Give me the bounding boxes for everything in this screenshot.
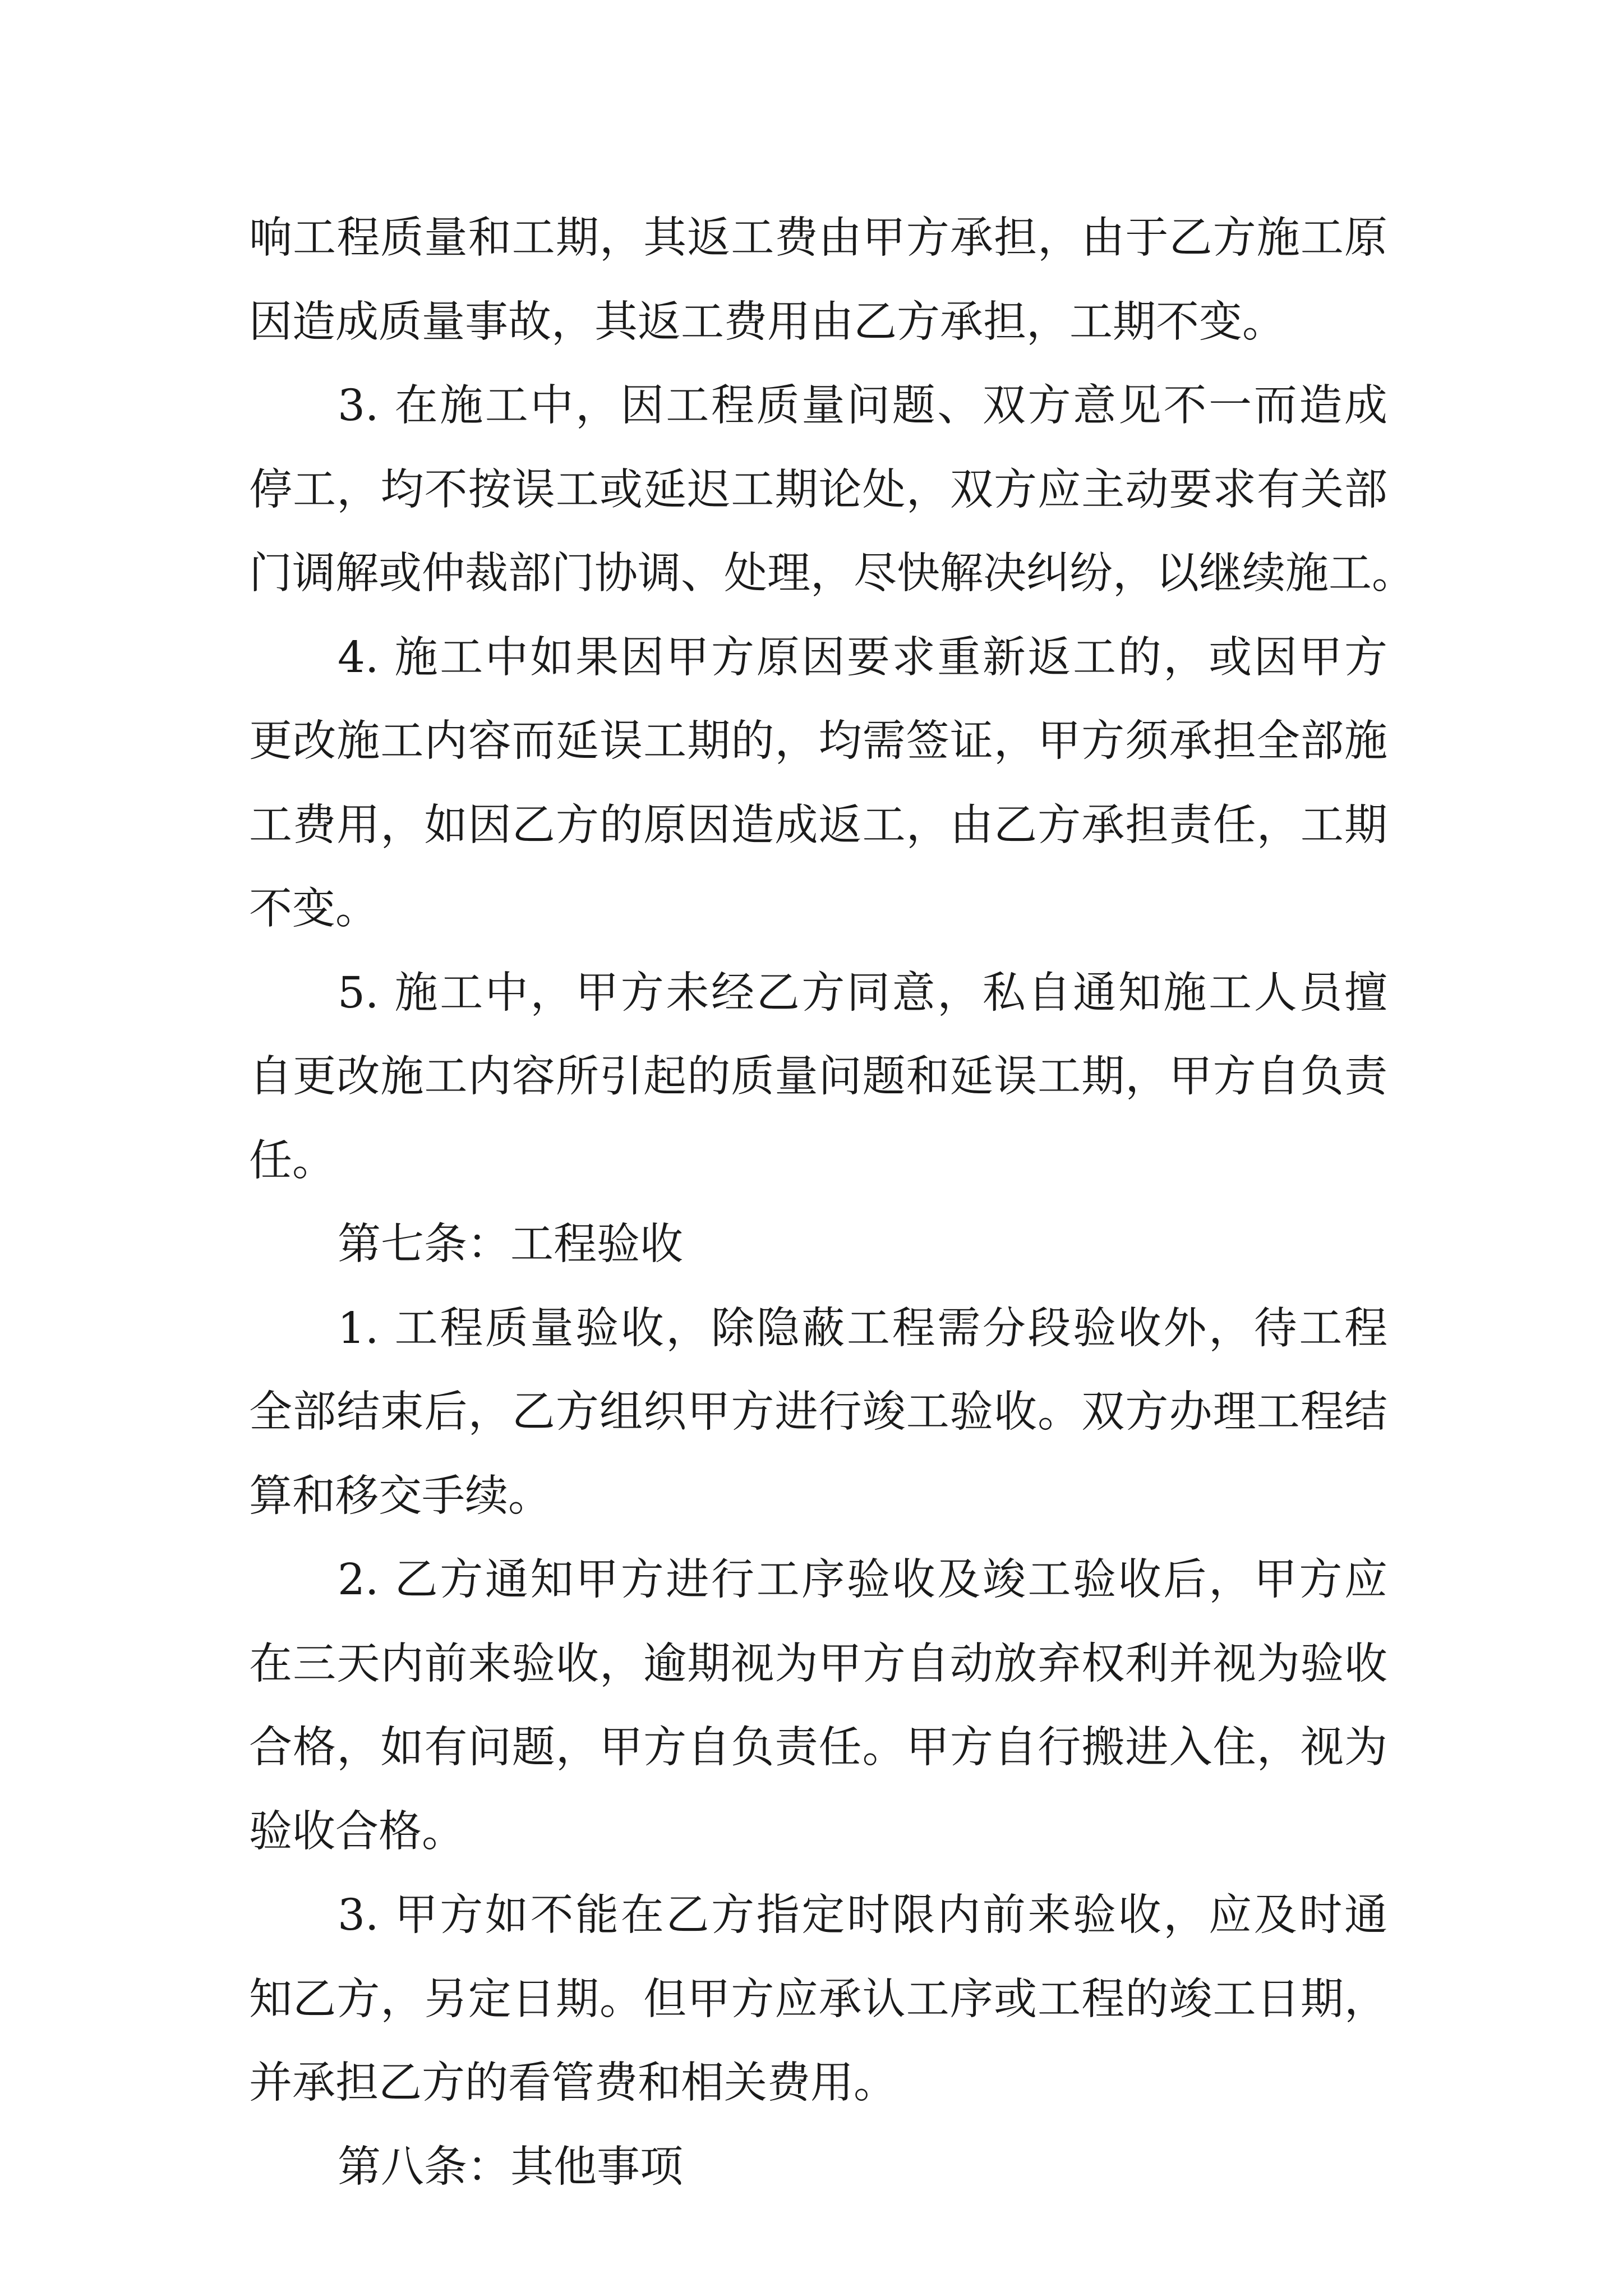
text-line: 停工，均不按误工或延迟工期论处，双方应主动要求有关部: [249, 464, 1387, 515]
text-line: 因造成质量事故，其返工费用由乙方承担，工期不变。: [249, 297, 1285, 347]
text-line: 更改施工内容而延误工期的，均需签证，甲方须承担全部施: [249, 716, 1387, 766]
text-line: 门调解或仲裁部门协调、处理，尽快解决纠纷，以继续施工。: [249, 549, 1415, 599]
article-8-heading: 第八条：其他事项: [338, 2142, 683, 2192]
text-line: 并承担乙方的看管费和相关费用。: [249, 2058, 897, 2108]
text-line: 响工程质量和工期，其返工费由甲方承担，由于乙方施工原: [249, 213, 1387, 263]
clause-3-line: 3. 甲方如不能在乙方指定时限内前来验收，应及时通: [338, 1890, 1387, 1940]
text-line: 合格，如有问题，甲方自负责任。甲方自行搬进入住，视为: [249, 1723, 1387, 1773]
text-line: 全部结束后，乙方组织甲方进行竣工验收。双方办理工程结: [249, 1387, 1387, 1437]
text-line: 自更改施工内容所引起的质量问题和延误工期，甲方自负责: [249, 1052, 1387, 1102]
clause-3-line: 3. 在施工中，因工程质量问题、双方意见不一而造成: [338, 381, 1387, 431]
article-7-heading: 第七条：工程验收: [338, 1220, 683, 1269]
text-line: 不变。: [249, 884, 379, 934]
text-line: 在三天内前来验收，逾期视为甲方自动放弃权利并视为验收: [249, 1639, 1387, 1689]
text-line: 验收合格。: [249, 1806, 465, 1857]
text-line: 算和移交手续。: [249, 1471, 551, 1521]
text-line: 工费用，如因乙方的原因造成返工，由乙方承担责任，工期: [249, 800, 1387, 850]
clause-5-line: 5. 施工中，甲方未经乙方同意，私自通知施工人员擅: [338, 968, 1387, 1018]
document-body: [249, 196, 1415, 2209]
text-line: 任。: [249, 1135, 335, 1186]
clause-2-line: 2. 乙方通知甲方进行工序验收及竣工验收后，甲方应: [338, 1555, 1387, 1605]
clause-1-line: 1. 工程质量验收，除隐蔽工程需分段验收外，待工程: [338, 1303, 1387, 1354]
text-line: 知乙方，另定日期。但甲方应承认工序或工程的竣工日期，: [249, 1974, 1387, 2024]
clause-4-line: 4. 施工中如果因甲方原因要求重新返工的，或因甲方: [338, 632, 1387, 683]
